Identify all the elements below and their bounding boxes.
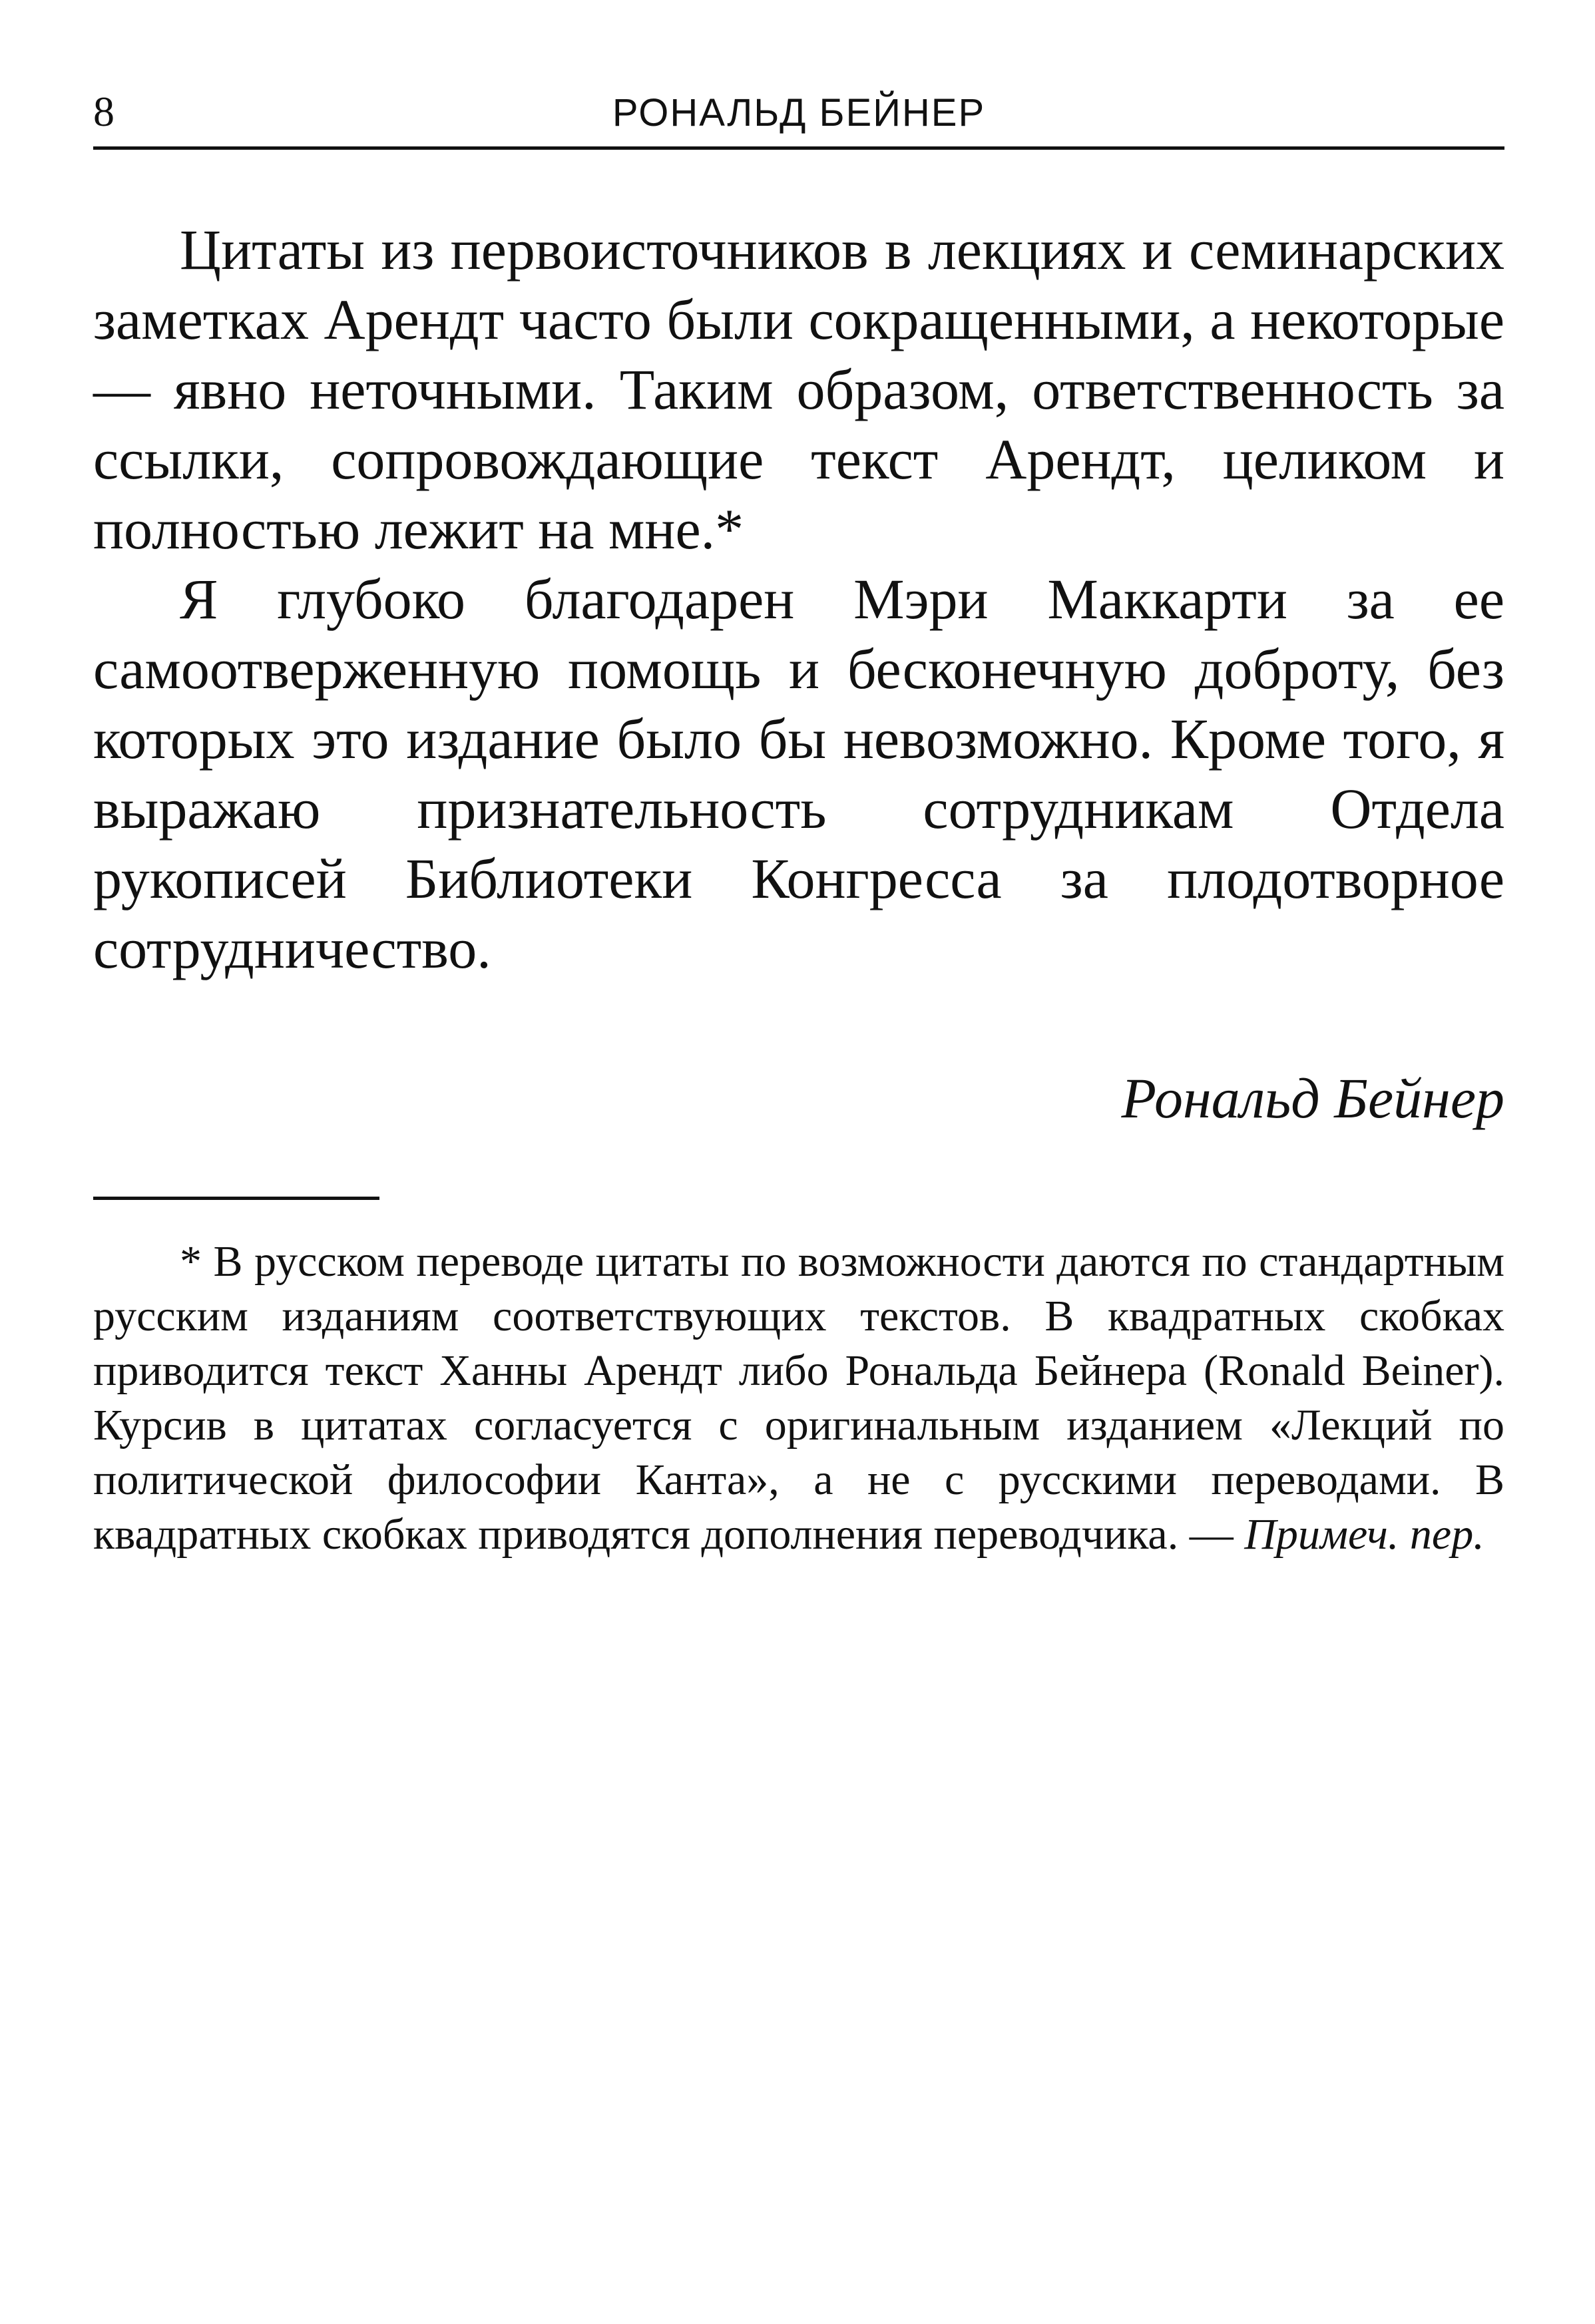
running-title: РОНАЛЬД БЕЙНЕР [612, 91, 986, 134]
footnote-text: * В русском переводе цитаты по возможности даются по стандартным русским изданиям соответствующих текстов. В квадратных скобках приводится текст Ханны Арендт либо Рональда Бейнера (Ronald Beiner). Курсив в цитатах согласуется с оригинальным изданием «Лекций по политической философии Канта», а не с русскими переводами. В квадратных скобках приводятся дополнения переводчика. — [93, 1237, 1504, 1559]
paragraph-acknowledgements: Я глубоко благодарен Мэри Маккарти за ее самоотверженную помощь и бесконечную доброту, без которых это издание было бы невозможно. Кроме того, я выражаю признательность сотрудникам Отдела рукописей Библиотеки Конгресса за плодотворное сотрудничество. [93, 567, 1504, 980]
footnote-signoff: Примеч. пер. [1244, 1510, 1484, 1559]
footnote-divider [93, 1197, 379, 1200]
book-page [93, 80, 1504, 1562]
page-number: 8 [93, 88, 114, 135]
paragraph-citations: Цитаты из первоисточников в лекциях и семинарских заметках Арендт часто были сокращенными, а некоторые — явно неточными. Таким образом, ответственность за ссылки, сопровождающие текст Арендт, целиком и полностью лежит на мне.* [93, 218, 1504, 561]
footnote [93, 1235, 1504, 1562]
author-signature: Рональд Бейнер [1121, 1066, 1504, 1130]
running-head [93, 80, 1504, 150]
body-text [93, 215, 1504, 984]
